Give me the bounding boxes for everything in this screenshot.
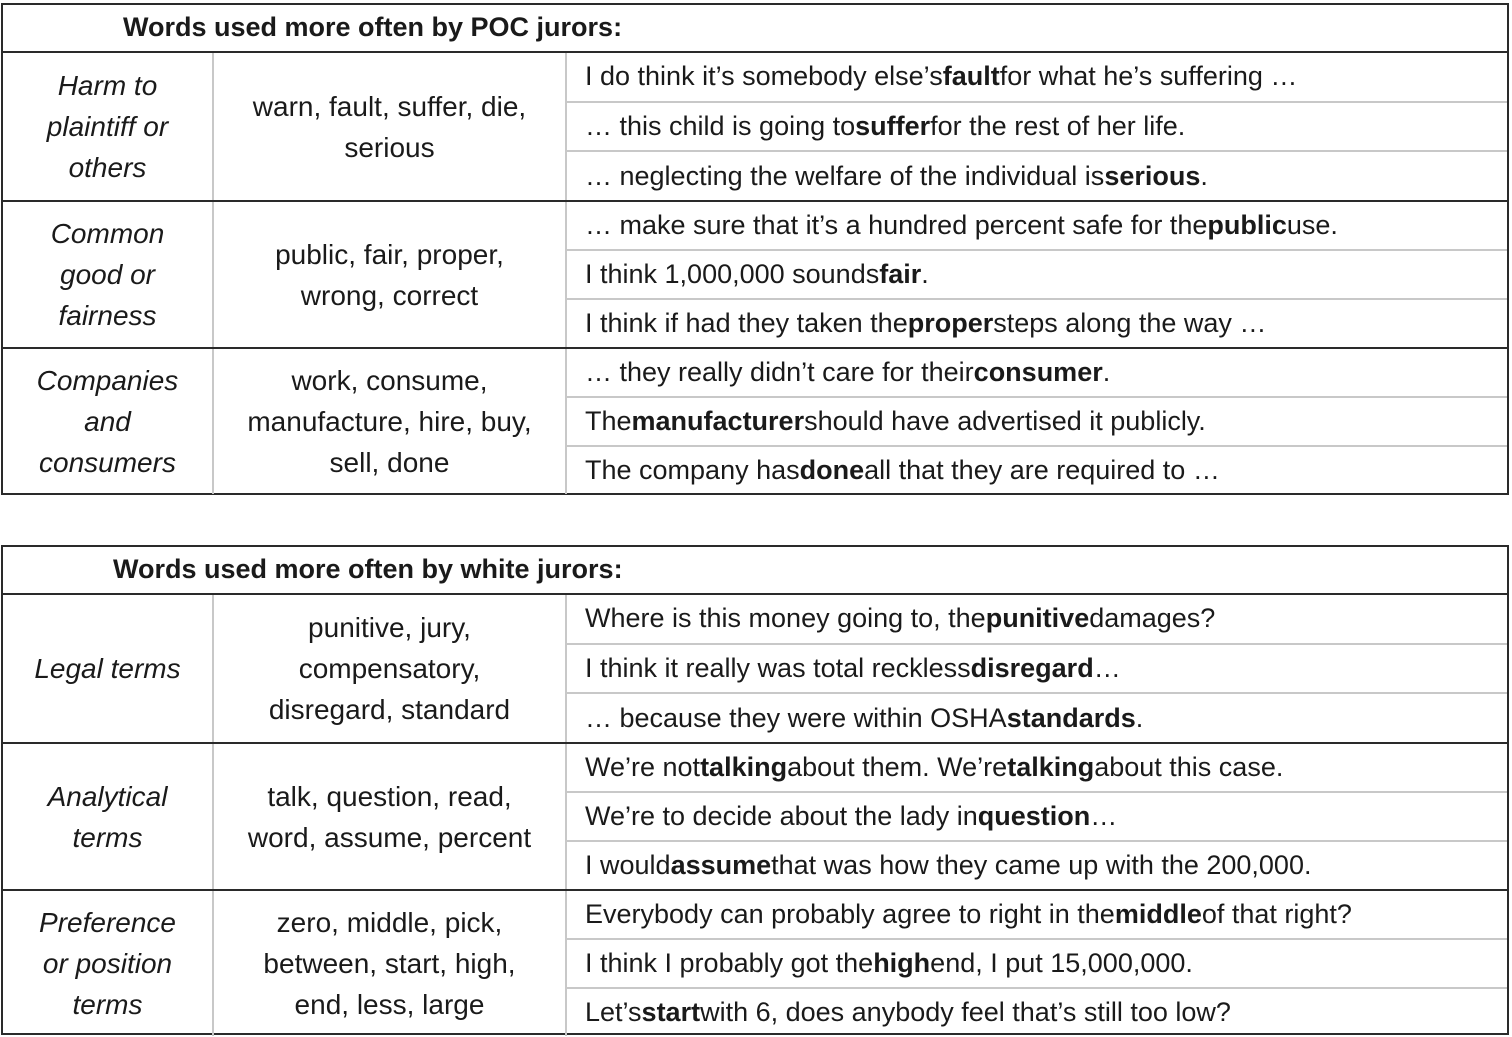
words-cell: [214, 53, 567, 200]
category-line: Companies: [36, 365, 179, 396]
words-cell: [214, 891, 567, 1036]
words-line: manufacture, hire, buy,: [247, 406, 532, 437]
poc-jurors-table: [1, 3, 1509, 495]
words-cell: [214, 744, 567, 889]
category-cell: [3, 202, 214, 347]
quote-row: … this child is going to suffer for the rest of her life.: [567, 101, 1507, 151]
quote-row: I think I probably got the high end, I put 15,000,000.: [567, 938, 1507, 987]
quote-row: I think if had they taken the proper steps along the way …: [567, 298, 1507, 347]
category-line: fairness: [58, 300, 157, 331]
words-line: compensatory,: [298, 653, 481, 684]
quote-row: The company has done all that they are required to …: [567, 445, 1507, 494]
category-line: Preference: [39, 907, 176, 938]
category-line: good or: [60, 259, 155, 290]
words-line: word, assume, percent: [247, 821, 532, 853]
quotes-cell: [567, 53, 1507, 200]
quote-row: … neglecting the welfare of the individual is serious .: [567, 150, 1507, 200]
group-analytical: [3, 742, 1507, 889]
words-line: zero, middle, pick,: [276, 907, 503, 938]
words-line: punitive, jury,: [308, 612, 471, 643]
quotes-cell: [567, 595, 1507, 742]
group-preference: [3, 889, 1507, 1036]
words-line: sell, done: [329, 447, 450, 478]
white-jurors-table: [1, 545, 1509, 1035]
quote-row: … make sure that it’s a hundred percent safe for the public use.: [585, 210, 1338, 240]
words-line: work, consume,: [291, 365, 488, 396]
words-line: warn, fault, suffer, die,: [252, 90, 527, 122]
group-companies: [3, 347, 1507, 494]
group-common-good: [3, 200, 1507, 347]
group-harm: [3, 53, 1507, 200]
quote-row: We’re not talking about them. We’re talking about this case.: [585, 752, 1284, 782]
category-cell: [3, 349, 214, 494]
category-line: or position: [42, 948, 173, 979]
words-cell: [214, 349, 567, 494]
quote-row: I think 1,000,000 sounds fair .: [567, 249, 1507, 298]
words-line: between, start, high,: [263, 948, 516, 979]
category-line: and: [84, 406, 131, 437]
words-line: wrong, correct: [300, 279, 479, 311]
category-line: Harm to: [57, 70, 158, 101]
table-title: Words used more often by POC jurors:: [3, 5, 1507, 53]
category-line: plaintiff or: [46, 111, 169, 142]
quotes-cell: [567, 744, 1507, 889]
quote-row: Where is this money going to, the punitive damages?: [585, 603, 1216, 634]
quotes-cell: [567, 349, 1507, 494]
quote-row: I would assume that was how they came up with the 200,000.: [567, 840, 1507, 889]
quote-row: … they really didn’t care for their consumer .: [585, 357, 1111, 387]
table-title: Words used more often by white jurors:: [3, 547, 1507, 595]
quote-row: We’re to decide about the lady in question …: [567, 791, 1507, 840]
words-line: public, fair, proper,: [275, 238, 504, 270]
words-line: talk, question, read,: [267, 780, 512, 812]
quote-row: Let’s start with 6, does anybody feel that’s still too low?: [567, 987, 1507, 1036]
words-line: end, less, large: [294, 989, 485, 1020]
category-cell: [3, 891, 214, 1036]
quotes-cell: [567, 891, 1507, 1036]
category-line: terms: [72, 821, 143, 853]
category-line: Common: [50, 218, 165, 249]
category-cell: [3, 744, 214, 889]
quote-row: I do think it’s somebody else’s fault for what he’s suffering …: [585, 61, 1298, 92]
category-cell: [3, 595, 214, 742]
category-line: consumers: [39, 447, 176, 478]
quote-row: I think it really was total reckless disregard …: [567, 643, 1507, 693]
category-line: others: [68, 152, 147, 183]
words-line: serious: [344, 131, 435, 163]
quote-row: Everybody can probably agree to right in the middle of that right?: [585, 899, 1352, 929]
words-cell: [214, 595, 567, 742]
words-cell: [214, 202, 567, 347]
category-line: terms: [72, 989, 143, 1020]
words-line: disregard, standard: [268, 694, 511, 725]
category-line: Legal terms: [34, 653, 181, 684]
quote-row: … because they were within OSHA standards .: [567, 692, 1507, 742]
quotes-cell: [567, 202, 1507, 347]
category-line: Analytical: [47, 780, 168, 812]
quote-row: The manufacturer should have advertised it publicly.: [567, 396, 1507, 445]
group-legal: [3, 595, 1507, 742]
category-cell: [3, 53, 214, 200]
